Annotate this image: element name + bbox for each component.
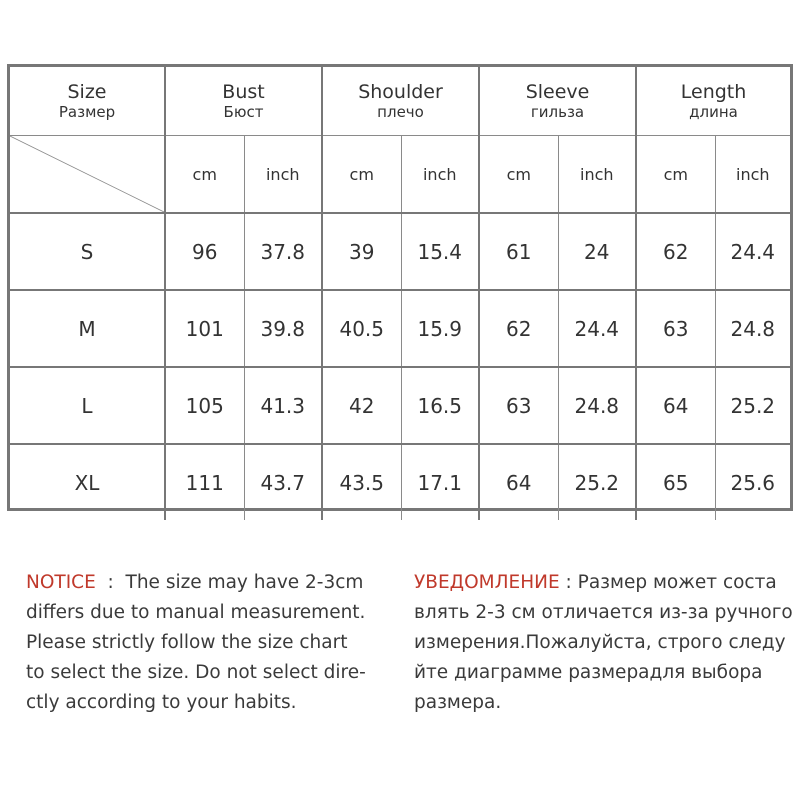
value-cell: 64 bbox=[479, 444, 558, 520]
notice-english-line: ctly according to your habits. bbox=[26, 692, 297, 713]
length-header bbox=[636, 67, 790, 136]
size-table bbox=[10, 67, 790, 520]
bust-header-en: Bust bbox=[222, 81, 265, 103]
value-cell: 17.1 bbox=[401, 444, 479, 520]
notice-label-ru: УВЕДОМЛЕНИЕ bbox=[414, 572, 560, 593]
value-cell: 63 bbox=[479, 367, 558, 444]
value-cell: 40.5 bbox=[322, 290, 401, 367]
notice-russian-line: размера. bbox=[414, 692, 502, 713]
size-header bbox=[10, 67, 165, 136]
notice-separator-ru: : bbox=[559, 572, 578, 593]
value-cell: 24.8 bbox=[715, 290, 790, 367]
value-cell: 15.9 bbox=[401, 290, 479, 367]
notice-russian-line bbox=[414, 568, 786, 598]
unit-cell: inch bbox=[244, 136, 322, 214]
size-label: M bbox=[10, 290, 165, 367]
value-cell: 25.6 bbox=[715, 444, 790, 520]
bust-header-ru: Бюст bbox=[223, 103, 264, 121]
sleeve-header bbox=[479, 67, 636, 136]
diagonal-cell bbox=[10, 136, 165, 214]
size-header-en: Size bbox=[67, 81, 107, 103]
length-header-en: Length bbox=[680, 81, 747, 103]
notice-separator: : bbox=[95, 572, 126, 593]
notice-english-line bbox=[26, 568, 396, 598]
value-cell: 24.4 bbox=[715, 213, 790, 290]
size-label: XL bbox=[10, 444, 165, 520]
notice-russian bbox=[414, 568, 793, 718]
sleeve-header-en: Sleeve bbox=[525, 81, 590, 103]
size-header-ru: Размер bbox=[58, 103, 116, 121]
value-cell: 63 bbox=[636, 290, 715, 367]
notice-english-line: Please strictly follow the size chart bbox=[26, 632, 348, 653]
notice-text: The size may have 2-3cm bbox=[125, 572, 364, 593]
value-cell: 96 bbox=[165, 213, 244, 290]
header-row bbox=[10, 67, 790, 136]
value-cell: 65 bbox=[636, 444, 715, 520]
notice-english-line: to select the size. Do not select dire- bbox=[26, 662, 366, 683]
diagonal-line bbox=[10, 136, 164, 212]
size-chart bbox=[7, 64, 793, 511]
value-cell: 43.5 bbox=[322, 444, 401, 520]
value-cell: 43.7 bbox=[244, 444, 322, 520]
size-label: L bbox=[10, 367, 165, 444]
value-cell: 25.2 bbox=[715, 367, 790, 444]
value-cell: 24.4 bbox=[558, 290, 636, 367]
value-cell: 25.2 bbox=[558, 444, 636, 520]
value-cell: 105 bbox=[165, 367, 244, 444]
value-cell: 42 bbox=[322, 367, 401, 444]
sleeve-header-ru: гильза bbox=[530, 103, 585, 121]
value-cell: 24.8 bbox=[558, 367, 636, 444]
shoulder-header-ru: плечо bbox=[377, 103, 424, 121]
unit-cell: inch bbox=[558, 136, 636, 214]
value-cell: 15.4 bbox=[401, 213, 479, 290]
table-row bbox=[10, 290, 790, 367]
table-row bbox=[10, 444, 790, 520]
unit-cell: cm bbox=[165, 136, 244, 214]
value-cell: 41.3 bbox=[244, 367, 322, 444]
unit-cell: cm bbox=[322, 136, 401, 214]
unit-row bbox=[10, 136, 790, 214]
value-cell: 62 bbox=[479, 290, 558, 367]
table-row bbox=[10, 213, 790, 290]
value-cell: 61 bbox=[479, 213, 558, 290]
value-cell: 16.5 bbox=[401, 367, 479, 444]
shoulder-header bbox=[322, 67, 479, 136]
unit-cell: inch bbox=[715, 136, 790, 214]
value-cell: 101 bbox=[165, 290, 244, 367]
notice-english-line: differs due to manual measurement. bbox=[26, 602, 366, 623]
notice-english bbox=[26, 568, 396, 718]
notice-label: NOTICE bbox=[26, 572, 96, 593]
unit-cell: cm bbox=[479, 136, 558, 214]
table-row bbox=[10, 367, 790, 444]
value-cell: 62 bbox=[636, 213, 715, 290]
shoulder-header-en: Shoulder bbox=[358, 81, 443, 103]
value-cell: 64 bbox=[636, 367, 715, 444]
notice-russian-line: влять 2-3 см отличается из-за ручного bbox=[414, 602, 793, 623]
value-cell: 111 bbox=[165, 444, 244, 520]
size-label: S bbox=[10, 213, 165, 290]
unit-cell: inch bbox=[401, 136, 479, 214]
value-cell: 39.8 bbox=[244, 290, 322, 367]
value-cell: 37.8 bbox=[244, 213, 322, 290]
value-cell: 39 bbox=[322, 213, 401, 290]
notice-russian-line: йте диаграмме размерадля выбора bbox=[414, 662, 763, 683]
notice-russian-line: измерения.Пожалуйста, строго следу bbox=[414, 632, 786, 653]
length-header-ru: длина bbox=[689, 103, 738, 121]
unit-cell: cm bbox=[636, 136, 715, 214]
value-cell: 24 bbox=[558, 213, 636, 290]
bust-header bbox=[165, 67, 322, 136]
notice-text-ru: Размер может соста bbox=[577, 572, 777, 593]
